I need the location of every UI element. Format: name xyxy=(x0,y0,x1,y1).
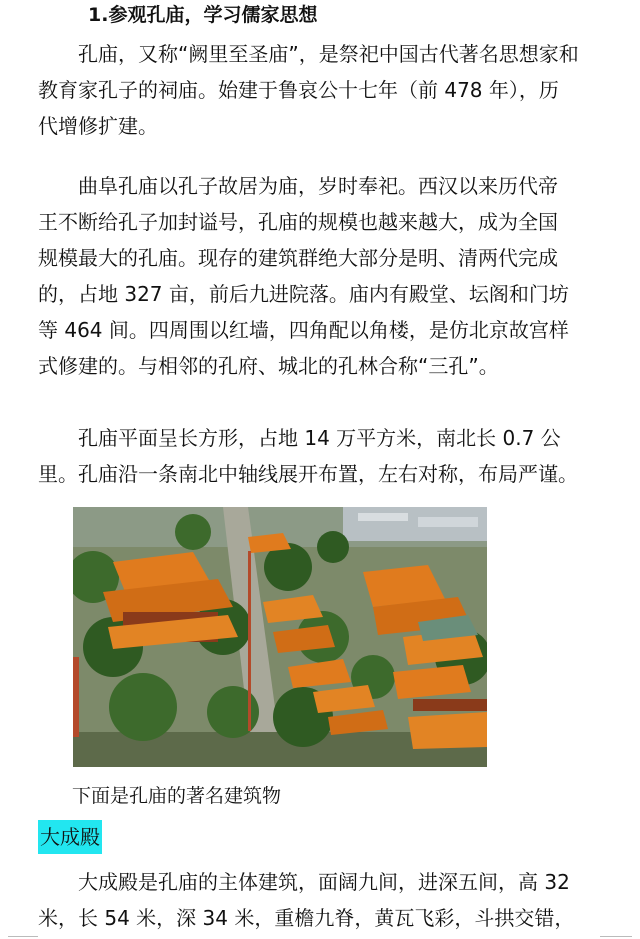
section-heading: 1.参观孔庙，学习儒家思想 xyxy=(88,4,318,26)
page-footer-line-left xyxy=(8,936,38,937)
paragraph-history xyxy=(38,168,602,384)
text-line: 式修建的。与相邻的孔府、城北的孔林合称“三孔”。 xyxy=(38,354,499,378)
text-line: 米，长 54 米，深 34 米，重檐九脊，黄瓦飞彩，斗拱交错， xyxy=(38,906,575,930)
text-line: 代增修扩建。 xyxy=(38,114,158,138)
highlighted-section-title: 大成殿 xyxy=(38,820,102,854)
temple-aerial-photo xyxy=(73,507,487,767)
text-line: 里。孔庙沿一条南北中轴线展开布置，左右对称，布局严谨。 xyxy=(38,462,578,486)
page-footer-line-right xyxy=(600,936,632,937)
text-line: 教育家孔子的祠庙。始建于鲁哀公十七年（前 478 年），历 xyxy=(38,78,559,102)
text-line: 孔庙平面呈长方形，占地 14 万平方米，南北长 0.7 公 xyxy=(38,426,561,450)
text-line: 王不断给孔子加封谥号，孔庙的规模也越来越大，成为全国 xyxy=(38,210,558,234)
paragraph-intro xyxy=(38,36,602,144)
paragraph-layout xyxy=(38,420,602,492)
temple-illustration xyxy=(73,507,487,767)
text-line: 规模最大的孔庙。现存的建筑群绝大部分是明、清两代完成 xyxy=(38,246,558,270)
text-line: 曲阜孔庙以孔子故居为庙，岁时奉祀。西汉以来历代帝 xyxy=(38,174,558,198)
text-line: 的，占地 327 亩，前后九进院落。庙内有殿堂、坛阁和门坊 xyxy=(38,282,569,306)
text-line: 等 464 间。四周围以红墙，四角配以角楼，是仿北京故宫样 xyxy=(38,318,569,342)
text-line: 孔庙，又称“阙里至圣庙”，是祭祀中国古代著名思想家和 xyxy=(38,42,579,66)
paragraph-dacheng-hall xyxy=(38,864,602,936)
photo-caption: 下面是孔庙的著名建筑物 xyxy=(72,785,282,807)
text-line: 大成殿是孔庙的主体建筑，面阔九间，进深五间，高 32 xyxy=(38,870,570,894)
